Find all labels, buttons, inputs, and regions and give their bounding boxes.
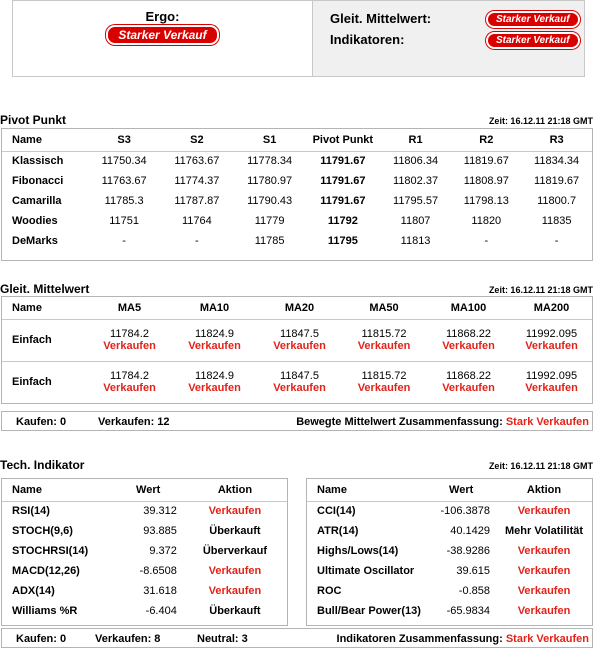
pivot-header: S2 [161, 129, 234, 151]
ma-action: Verkaufen [188, 340, 241, 352]
ergo-panel [13, 1, 312, 76]
indicator-name: Ultimate Oscillator [317, 565, 415, 577]
ergo-badge: Starker Verkauf [106, 25, 218, 45]
pivot-cell: 11780.97 [247, 175, 293, 187]
indicator-action: Überkauft [209, 605, 261, 617]
tech-header-row [2, 479, 287, 501]
pivot-cell: 11834.34 [534, 155, 580, 168]
indicator-action: Mehr Volatilität [504, 525, 584, 537]
tech-header: Wert [426, 479, 496, 501]
tech-buy-count: Kaufen: 0 [16, 633, 67, 645]
pivot-header: R2 [451, 129, 521, 151]
summary-panel [12, 0, 585, 77]
ma-header: MA5 [87, 297, 172, 319]
indicator-action: Überverkauf [202, 545, 268, 557]
table-row [2, 361, 592, 403]
pivot-cell: Klassisch [12, 155, 64, 168]
ma-value: 11992.095 [525, 328, 578, 340]
table-row [307, 521, 592, 541]
pivot-cell: 11790.43 [247, 195, 293, 207]
table-row [2, 601, 287, 621]
ma-action: Verkaufen [357, 340, 411, 352]
ma-row-name: Einfach [12, 376, 52, 389]
ma-time: Zeit: 16.12.11 21:18 GMT [488, 285, 593, 295]
indicator-value: -106.3878 [440, 505, 490, 518]
ergo-label: Ergo: [145, 9, 180, 24]
pivot-cell: Camarilla [12, 195, 62, 207]
ma-header: Name [2, 297, 87, 319]
ma-value: 11847.5 [280, 370, 319, 383]
ma-sell-count: Verkaufen: 12 [98, 416, 170, 428]
pivot-cell: Fibonacci [12, 175, 64, 187]
ma-cell [172, 361, 257, 403]
pivot-cell: - [484, 235, 489, 247]
pivot-cell: 11779 [254, 215, 285, 227]
pivot-cell: 11808.97 [463, 175, 509, 187]
indicator-action: Verkaufen [517, 505, 571, 518]
pivot-table [1, 128, 593, 261]
ma-value: 11815.72 [361, 328, 407, 340]
pivot-cell: 11802.37 [393, 175, 439, 187]
pivot-cell: 11774.37 [174, 175, 220, 187]
ma-cell [511, 361, 592, 403]
pivot-cell: 11806.34 [393, 155, 439, 168]
ma-action: Verkaufen [103, 340, 156, 352]
table-row [2, 501, 287, 521]
ma-value: 11992.095 [525, 370, 578, 383]
pivot-cell: - [122, 235, 126, 247]
ma-action: Verkaufen [442, 382, 495, 395]
pivot-header: Name [2, 129, 88, 151]
indicator-name: RSI(14) [12, 505, 50, 518]
ma-header: MA50 [342, 297, 426, 319]
pivot-cell: 11778.34 [247, 155, 293, 168]
ma-header: MA20 [257, 297, 342, 319]
ma-cell [426, 319, 511, 361]
pivot-cell: 11791.67 [320, 155, 366, 168]
pivot-cell: DeMarks [12, 235, 58, 247]
table-row [2, 191, 592, 211]
tech-table-right [306, 478, 593, 626]
pivot-cell: - [554, 235, 559, 247]
pivot-cell: 11764 [181, 215, 212, 227]
ma-buy-count: Kaufen: 0 [16, 416, 67, 428]
indicator-name: STOCH(9,6) [12, 525, 73, 537]
indicator-value: -38.9286 [446, 545, 490, 557]
pivot-header: S3 [88, 129, 161, 151]
ma-summary-label: Gleit. Mittelwert: [330, 11, 432, 26]
indicator-name: ATR(14) [317, 525, 359, 537]
indicator-action: Verkaufen [208, 505, 262, 518]
pivot-cell: 11795 [327, 235, 358, 247]
tech-header: Name [2, 479, 113, 501]
indicator-value: -65.9834 [446, 605, 490, 617]
indicator-value: 93.885 [143, 525, 177, 537]
indicator-value: 9.372 [149, 545, 177, 557]
indicator-value: -6.404 [145, 605, 177, 617]
pivot-cell: 11787.87 [174, 195, 220, 207]
table-row [307, 501, 592, 521]
pivot-cell: 11750.34 [101, 155, 147, 168]
indicator-action: Verkaufen [517, 565, 571, 577]
indicators-summary-label: Indikatoren: [330, 32, 405, 47]
tech-footer [1, 628, 593, 648]
table-row [2, 151, 592, 171]
pivot-cell: 11791.67 [320, 195, 366, 207]
indicator-name: CCI(14) [317, 505, 356, 518]
ma-action: Verkaufen [357, 382, 411, 395]
pivot-cell: 11813 [400, 235, 431, 247]
ma-cell [342, 319, 426, 361]
ma-value: 11784.2 [110, 328, 149, 340]
tech-summary-label: Indikatoren Zusammenfassung: [336, 633, 503, 645]
table-row [307, 601, 592, 621]
ma-row-name: Einfach [12, 334, 52, 346]
pivot-header: S1 [233, 129, 306, 151]
table-row [307, 581, 592, 601]
indicator-action: Verkaufen [208, 585, 262, 597]
ma-action: Verkaufen [273, 382, 326, 395]
tech-table-left [1, 478, 288, 626]
pivot-cell: 11819.67 [534, 175, 580, 187]
ma-footer [1, 411, 593, 431]
indicator-value: 40.1429 [450, 525, 490, 537]
pivot-cell: 11800.7 [537, 195, 577, 207]
pivot-title: Pivot Punkt [0, 113, 67, 127]
ma-header-row [2, 297, 592, 319]
pivot-cell: 11792 [327, 215, 358, 227]
table-row [2, 521, 287, 541]
pivot-cell: 11807 [400, 215, 431, 227]
ma-summary-value: Stark Verkaufen [505, 416, 589, 428]
ma-value: 11784.2 [110, 370, 149, 383]
ma-cell [257, 361, 342, 403]
signals-panel [312, 1, 584, 76]
tech-header: Aktion [183, 479, 287, 501]
ma-title: Gleit. Mittelwert [0, 282, 90, 296]
tech-header-row [307, 479, 592, 501]
pivot-cell: 11798.13 [463, 195, 509, 207]
indicator-value: 39.312 [143, 505, 177, 518]
ma-action: Verkaufen [442, 340, 495, 352]
indicator-action: Überkauft [209, 525, 261, 537]
pivot-cell: 11791.67 [320, 175, 366, 187]
ma-header: MA200 [511, 297, 592, 319]
ma-header: MA10 [172, 297, 257, 319]
ma-value: 11815.72 [361, 370, 407, 383]
indicator-action: Verkaufen [517, 605, 571, 617]
indicator-name: Bull/Bear Power(13) [317, 605, 421, 617]
ma-header: MA100 [426, 297, 511, 319]
table-row [2, 171, 592, 191]
tech-sell-count: Verkaufen: 8 [95, 633, 161, 645]
ma-summary-badge: Starker Verkauf [486, 11, 580, 28]
ma-cell [87, 319, 172, 361]
table-row [307, 561, 592, 581]
tech-time: Zeit: 16.12.11 21:18 GMT [488, 461, 593, 471]
ma-action: Verkaufen [273, 340, 326, 352]
ma-table [1, 296, 593, 404]
ma-value: 11824.9 [195, 328, 234, 340]
indicator-value: 39.615 [456, 565, 490, 577]
ma-action: Verkaufen [188, 382, 241, 395]
ma-cell [426, 361, 511, 403]
pivot-time: Zeit: 16.12.11 21:18 GMT [488, 116, 593, 126]
pivot-cell: 11795.57 [393, 195, 439, 207]
tech-summary [337, 633, 589, 645]
table-row [307, 541, 592, 561]
ma-summary-label: Bewegte Mittelwert Zusammenfassung: [296, 416, 503, 428]
ma-action: Verkaufen [525, 340, 578, 352]
pivot-header: R3 [521, 129, 592, 151]
pivot-cell: 11751 [109, 215, 140, 227]
tech-title: Tech. Indikator [0, 458, 85, 472]
indicator-name: ADX(14) [12, 585, 55, 597]
table-row [2, 319, 592, 361]
ma-value: 11868.22 [445, 370, 492, 383]
tech-neutral-count: Neutral: 3 [197, 633, 248, 645]
ma-cell [172, 319, 257, 361]
table-row [2, 211, 592, 231]
pivot-header-row [2, 129, 592, 151]
ma-summary [296, 416, 589, 428]
indicator-name: STOCHRSI(14) [12, 545, 89, 557]
pivot-cell: 11820 [471, 215, 502, 227]
indicator-name: Williams %R [12, 605, 78, 617]
pivot-cell: 11763.67 [174, 155, 220, 168]
ma-value: 11847.5 [280, 328, 319, 340]
ma-value: 11824.9 [195, 370, 234, 383]
tech-summary-value: Stark Verkaufen [505, 633, 589, 645]
indicator-action: Verkaufen [517, 585, 571, 597]
indicator-name: Highs/Lows(14) [317, 545, 399, 557]
pivot-header: Pivot Punkt [306, 129, 380, 151]
tech-header: Name [307, 479, 426, 501]
pivot-cell: 11835 [541, 215, 572, 227]
ma-action: Verkaufen [103, 382, 156, 395]
indicator-value: -8.6508 [139, 565, 177, 577]
indicator-action: Verkaufen [517, 545, 571, 557]
table-row [2, 541, 287, 561]
pivot-header: R1 [380, 129, 452, 151]
pivot-cell: - [195, 235, 199, 247]
pivot-cell: 11819.67 [463, 155, 509, 168]
indicator-value: 31.618 [143, 585, 177, 597]
indicator-name: ROC [317, 585, 342, 597]
indicator-value: -0.858 [458, 585, 490, 597]
ma-cell [257, 319, 342, 361]
indicator-action: Verkaufen [208, 565, 262, 577]
pivot-cell: Woodies [12, 215, 58, 227]
tech-header: Aktion [496, 479, 592, 501]
indicators-summary-badge: Starker Verkauf [486, 32, 580, 49]
pivot-cell: 11763.67 [101, 175, 147, 187]
indicator-name: MACD(12,26) [12, 565, 80, 577]
ma-cell [342, 361, 426, 403]
ma-cell [511, 319, 592, 361]
ma-value: 11868.22 [445, 328, 492, 340]
pivot-cell: 11785 [254, 235, 285, 247]
ma-action: Verkaufen [525, 382, 578, 395]
table-row [2, 231, 592, 251]
ma-cell [87, 361, 172, 403]
table-row [2, 581, 287, 601]
tech-header: Wert [113, 479, 182, 501]
table-row [2, 561, 287, 581]
pivot-cell: 11785.3 [104, 195, 144, 207]
